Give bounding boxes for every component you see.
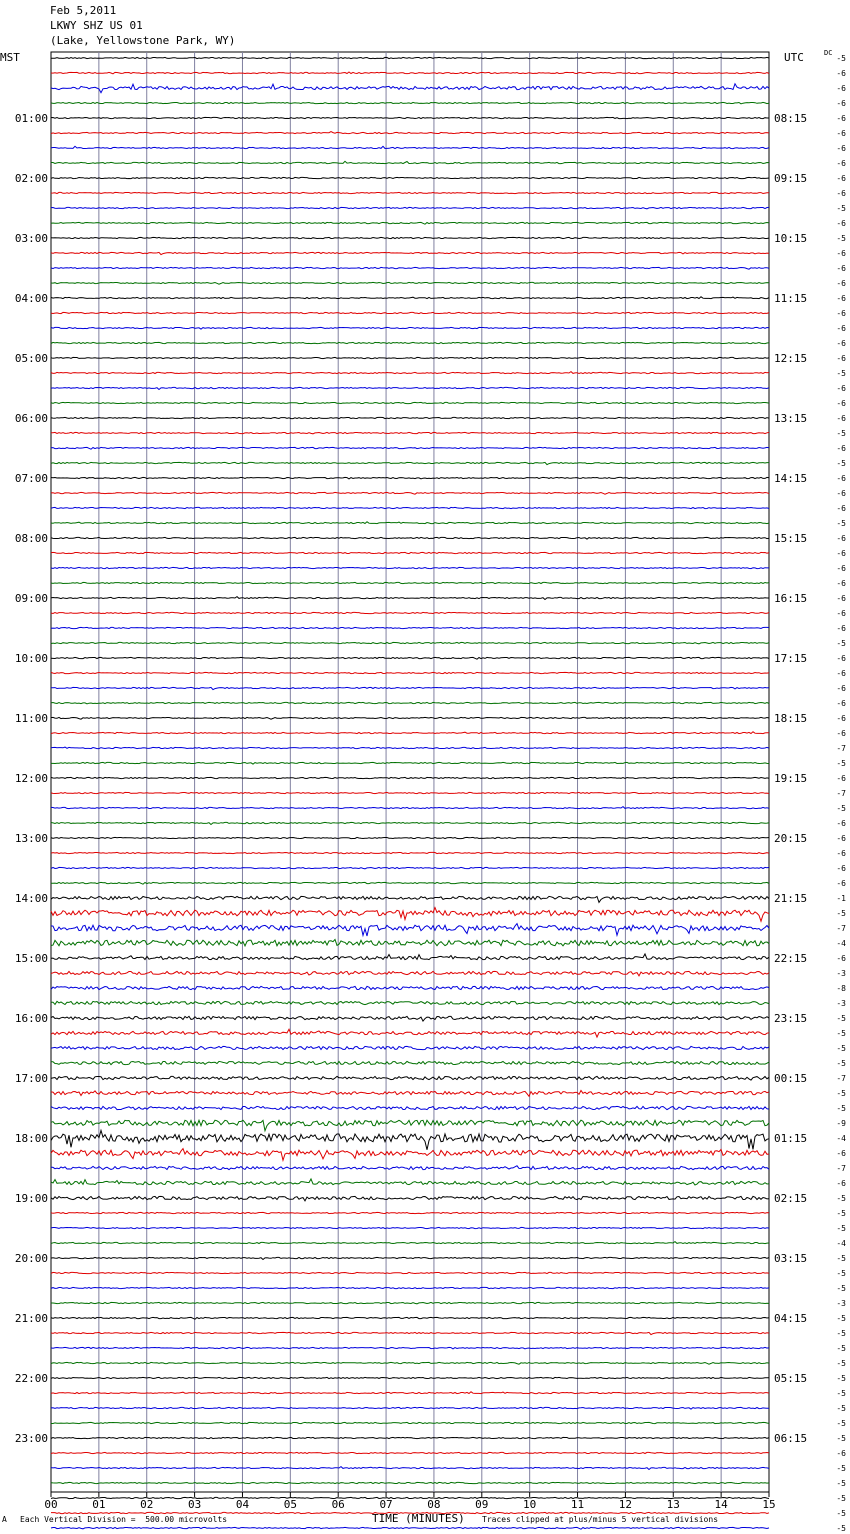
dc-offset-label: -6 [836,474,846,483]
dc-offset-label: -5 [836,1404,846,1413]
seismic-trace [51,1076,769,1080]
dc-offset-label: -6 [836,699,846,708]
seismic-trace [51,908,769,922]
seismic-trace [51,72,769,74]
dc-offset-label: -5 [836,1254,846,1263]
dc-offset-label: -5 [836,759,846,768]
dc-offset-label: -5 [836,1194,846,1203]
dc-offset-label: -6 [836,504,846,513]
x-tick-label: 10 [523,1498,537,1511]
mst-hour-label: 06:00 [14,412,48,425]
mst-hour-label: 03:00 [14,232,48,245]
dc-offset-label: -6 [836,1149,846,1158]
seismic-trace [51,222,769,224]
x-tick-label: 04 [235,1498,250,1511]
mst-hour-label: 09:00 [14,592,48,605]
x-tick-label: 12 [618,1498,633,1511]
utc-hour-label: 13:15 [774,412,808,425]
seismic-trace [51,1196,769,1201]
x-tick-label: 02 [140,1498,154,1511]
dc-offset-label: -5 [836,1269,846,1278]
seismic-trace [51,1179,769,1185]
mst-hour-label: 08:00 [14,532,48,545]
dc-offset-label: -5 [836,204,846,213]
dc-offset-label: -5 [836,1029,846,1038]
seismic-trace [51,402,769,403]
seismic-trace [51,312,769,313]
utc-hour-label: 00:15 [774,1072,808,1085]
mst-hour-label: 10:00 [14,652,48,665]
dc-offset-label: -6 [836,399,846,408]
x-tick-label: 11 [570,1498,585,1511]
seismic-trace [51,492,769,494]
dc-offset-label: -5 [836,1509,846,1518]
dc-offset-label: -5 [836,1494,846,1503]
dc-offset-label: -5 [836,1089,846,1098]
dc-offset-label: -6 [836,309,846,318]
dc-offset-label: -1 [836,894,846,903]
seismic-trace [51,552,769,553]
seismic-trace [51,777,769,778]
dc-offset-label: -6 [836,834,846,843]
seismic-trace [51,1212,769,1213]
dc-offset-label: -6 [836,159,846,168]
dc-offset-label: -6 [836,174,846,183]
mst-hour-label: 01:00 [14,112,48,125]
dc-offset-label: -5 [836,1329,846,1338]
dc-offset-label: -7 [836,924,846,933]
mst-hour-label: 22:00 [14,1372,48,1385]
seismic-trace [51,102,769,103]
seismic-trace [51,612,769,613]
seismic-trace [51,117,769,118]
x-tick-label: 09 [475,1498,489,1511]
utc-hour-label: 17:15 [774,652,808,665]
seismic-trace [51,807,769,809]
seismic-trace [51,792,769,793]
seismic-trace [51,1130,769,1149]
seismic-trace [51,852,769,853]
dc-offset-label: -4 [836,939,846,948]
mst-hour-label: 07:00 [14,472,48,485]
seismic-trace [51,432,769,433]
dc-offset-label: -6 [836,264,846,273]
station-location: (Lake, Yellowstone Park, WY) [50,34,236,47]
seismic-trace [51,762,769,764]
seismic-trace [51,1166,769,1170]
dc-offset-label: -6 [836,879,846,888]
dc-offset-label: -9 [836,1119,846,1128]
mst-hour-label: 12:00 [14,772,48,785]
x-axis-title: TIME (MINUTES) [372,1512,465,1525]
utc-hour-label: 14:15 [774,472,808,485]
mst-hour-label: 11:00 [14,712,48,725]
dc-offset-label: -6 [836,714,846,723]
dc-offset-label: -6 [836,864,846,873]
mst-hour-label: 23:00 [14,1432,48,1445]
seismic-trace [51,582,769,583]
seismic-trace [51,1452,769,1453]
utc-hour-label: 03:15 [774,1252,808,1265]
seismic-trace [51,1061,769,1064]
dc-offset-label: -6 [836,579,846,588]
dc-offset-label: -5 [836,1359,846,1368]
dc-offset-label: -5 [836,54,846,63]
utc-hour-label: 12:15 [774,352,808,365]
seismic-trace [51,267,769,269]
dc-offset-label: -6 [836,144,846,153]
mst-hour-label: 13:00 [14,832,48,845]
dc-offset-label: -5 [836,1524,846,1533]
mst-hour-label: 02:00 [14,172,48,185]
dc-offset-label: -7 [836,744,846,753]
dc-offset-label: -5 [836,1284,846,1293]
dc-offset-label: -6 [836,594,846,603]
dc-offset-label: -7 [836,789,846,798]
utc-hour-label: 05:15 [774,1372,808,1385]
dc-offset-label: -6 [836,774,846,783]
dc-offset-label: -5 [836,429,846,438]
dc-offset-label: -6 [836,219,846,228]
utc-hour-label: 20:15 [774,832,808,845]
dc-offset-label: -7 [836,1164,846,1173]
dc-offset-label: -6 [836,609,846,618]
seismic-trace [51,146,769,148]
seismic-trace [51,924,769,936]
seismic-trace [51,1407,769,1409]
dc-offset-label: -6 [836,849,846,858]
utc-hour-label: 10:15 [774,232,808,245]
clip-note: Traces clipped at plus/minus 5 vertical divisions [482,1515,719,1524]
dc-offset-label: -8 [836,984,846,993]
x-tick-label: 06 [331,1498,345,1511]
dc-offset-label: -6 [836,189,846,198]
seismic-trace [51,940,769,946]
utc-hour-label: 19:15 [774,772,808,785]
dc-offset-label: -3 [836,999,846,1008]
seismic-trace [51,1149,769,1161]
seismic-trace [51,837,769,838]
seismic-trace [51,597,769,600]
seismic-trace [51,1029,769,1037]
seismic-trace [51,1257,769,1259]
seismic-trace [51,462,769,464]
mst-hour-label: 04:00 [14,292,48,305]
dc-offset-label: -5 [836,1314,846,1323]
mst-hour-label: 21:00 [14,1312,48,1325]
dc-offset-label: -6 [836,549,846,558]
dc-offset-label: -6 [836,1449,846,1458]
seismic-trace [51,522,769,524]
seismic-trace [51,1347,769,1349]
x-tick-label: 13 [666,1498,680,1511]
seismic-trace [51,882,769,884]
utc-hour-label: 08:15 [774,112,808,125]
seismic-trace [51,986,769,989]
mst-hour-label: 15:00 [14,952,48,965]
dc-offset-label: -5 [836,909,846,918]
scale-prefix: A [2,1515,7,1524]
seismic-trace [51,896,769,902]
dc-offset-label: -5 [836,369,846,378]
seismic-trace [51,1242,769,1244]
x-tick-label: 08 [427,1498,441,1511]
dc-offset-label: -6 [836,624,846,633]
utc-hour-label: 15:15 [774,532,808,545]
x-tick-label: 07 [379,1498,393,1511]
plot-date: Feb 5,2011 [50,4,117,17]
dc-offset-label: -6 [836,684,846,693]
x-tick-label: 03 [187,1498,202,1511]
dc-offset-label: -6 [836,99,846,108]
seismic-trace [51,1377,769,1378]
utc-hour-label: 18:15 [774,712,808,725]
seismic-trace [51,537,769,539]
dc-offset-label: -5 [836,1344,846,1353]
seismic-trace [51,1437,769,1438]
dc-offset-label: -3 [836,1299,846,1308]
mst-hour-label: 14:00 [14,892,48,905]
seismic-trace [51,1302,769,1303]
dc-offset-label: -4 [836,1134,846,1143]
dc-offset-label: -5 [836,459,846,468]
x-tick-label: 05 [283,1498,297,1511]
dc-offset-label: -6 [836,129,846,138]
seismic-trace [51,747,769,749]
seismic-trace [51,297,769,299]
dc-offset-label: -6 [836,84,846,93]
seismic-trace [51,447,769,449]
seismic-trace [51,372,769,374]
dc-offset-label: -5 [836,1104,846,1113]
seismic-trace [51,1272,769,1273]
seismic-trace [51,732,769,734]
dc-offset-label: -5 [836,234,846,243]
seismic-trace [51,252,769,254]
dc-offset-label: -5 [836,1044,846,1053]
x-tick-label: 14 [714,1498,728,1511]
seismic-trace [51,357,769,358]
dc-offset-label: -5 [836,519,846,528]
dc-offset-label: -6 [836,279,846,288]
dc-offset-label: -5 [836,1479,846,1488]
dc-offset-label: -6 [836,534,846,543]
seismic-trace [51,387,769,389]
seismic-trace [51,327,769,329]
dc-offset-label: -6 [836,249,846,258]
dc-offset-label: -6 [836,414,846,423]
utc-hour-label: 02:15 [774,1192,808,1205]
vertical-scale-note: Each Vertical Division = 500.00 microvolts [20,1515,228,1524]
seismic-trace [51,567,769,568]
dc-offset-label: -4 [836,1239,846,1248]
mst-hour-label: 16:00 [14,1012,48,1025]
utc-axis-title: UTC [784,51,804,64]
seismic-trace [51,177,769,178]
mst-hour-label: 05:00 [14,352,48,365]
utc-hour-label: 21:15 [774,892,808,905]
utc-hour-label: 22:15 [774,952,808,965]
seismic-trace [51,1091,769,1097]
dc-offset-label: -6 [836,384,846,393]
dc-offset-label: -6 [836,69,846,78]
dc-offset-label: -6 [836,489,846,498]
dc-offset-label: -5 [836,1419,846,1428]
seismic-trace [51,477,769,479]
dc-axis-title: DC [824,49,833,57]
dc-offset-label: -5 [836,1209,846,1218]
dc-offset-label: -3 [836,969,846,978]
utc-hour-label: 09:15 [774,172,808,185]
dc-offset-label: -6 [836,324,846,333]
utc-hour-label: 04:15 [774,1312,808,1325]
dc-offset-label: -6 [836,294,846,303]
station-code: LKWY SHZ US 01 [50,19,143,32]
seismic-trace [51,417,769,418]
seismic-trace [51,207,769,208]
seismic-trace [51,642,769,643]
dc-offset-label: -6 [836,1179,846,1188]
seismic-trace [51,1482,769,1483]
seismic-trace [51,717,769,719]
seismic-trace [51,1227,769,1228]
dc-offset-label: -5 [836,639,846,648]
dc-offset-label: -6 [836,819,846,828]
dc-offset-label: -6 [836,339,846,348]
seismic-trace [51,627,769,628]
seismic-trace [51,1120,769,1131]
seismic-trace [51,687,769,689]
dc-offset-label: -5 [836,1434,846,1443]
seismic-trace [51,954,769,960]
seismic-trace [51,657,769,659]
seismic-trace [51,1046,769,1049]
mst-axis-title: MST [0,51,20,64]
utc-hour-label: 06:15 [774,1432,808,1445]
seismic-trace [51,1392,769,1394]
dc-offset-label: -6 [836,564,846,573]
dc-offset-label: -5 [836,1374,846,1383]
seismic-trace [51,822,769,824]
seismic-trace [51,1497,769,1498]
seismic-trace [51,1016,769,1021]
dc-offset-label: -6 [836,114,846,123]
utc-hour-label: 23:15 [774,1012,808,1025]
dc-offset-label: -5 [836,1224,846,1233]
dc-offset-label: -6 [836,354,846,363]
utc-hour-label: 11:15 [774,292,808,305]
dc-offset-label: -5 [836,1464,846,1473]
dc-offset-label: -6 [836,654,846,663]
x-tick-label: 00 [44,1498,58,1511]
seismic-trace [51,282,769,284]
seismic-trace [51,1467,769,1470]
utc-hour-label: 01:15 [774,1132,808,1145]
seismic-trace [51,1287,769,1288]
dc-offset-label: -5 [836,1059,846,1068]
seismic-trace [51,1001,769,1004]
seismic-trace [51,1422,769,1423]
seismic-trace [51,507,769,508]
seismic-trace [51,971,769,976]
mst-hour-label: 19:00 [14,1192,48,1205]
seismic-trace [51,84,769,93]
seismic-trace [51,1106,769,1109]
seismic-trace [51,57,769,58]
dc-offset-label: -5 [836,1014,846,1023]
seismic-trace [51,237,769,238]
seismic-trace [51,1332,769,1334]
seismic-trace [51,192,769,193]
seismic-trace [51,672,769,673]
seismic-trace [51,867,769,868]
seismic-trace [51,1362,769,1364]
mst-hour-label: 20:00 [14,1252,48,1265]
dc-offset-label: -5 [836,804,846,813]
seismic-trace [51,1317,769,1319]
mst-hour-label: 18:00 [14,1132,48,1145]
dc-offset-label: -6 [836,954,846,963]
seismic-trace [51,702,769,703]
dc-offset-label: -7 [836,1074,846,1083]
utc-hour-label: 16:15 [774,592,808,605]
dc-offset-label: -6 [836,669,846,678]
x-tick-label: 01 [92,1498,106,1511]
mst-hour-label: 17:00 [14,1072,48,1085]
x-tick-label: 15 [762,1498,776,1511]
dc-offset-label: -6 [836,729,846,738]
seismic-trace [51,1527,769,1529]
seismic-trace [51,132,769,134]
seismic-trace [51,342,769,343]
dc-offset-label: -5 [836,1389,846,1398]
dc-offset-label: -6 [836,444,846,453]
seismic-trace [51,161,769,163]
